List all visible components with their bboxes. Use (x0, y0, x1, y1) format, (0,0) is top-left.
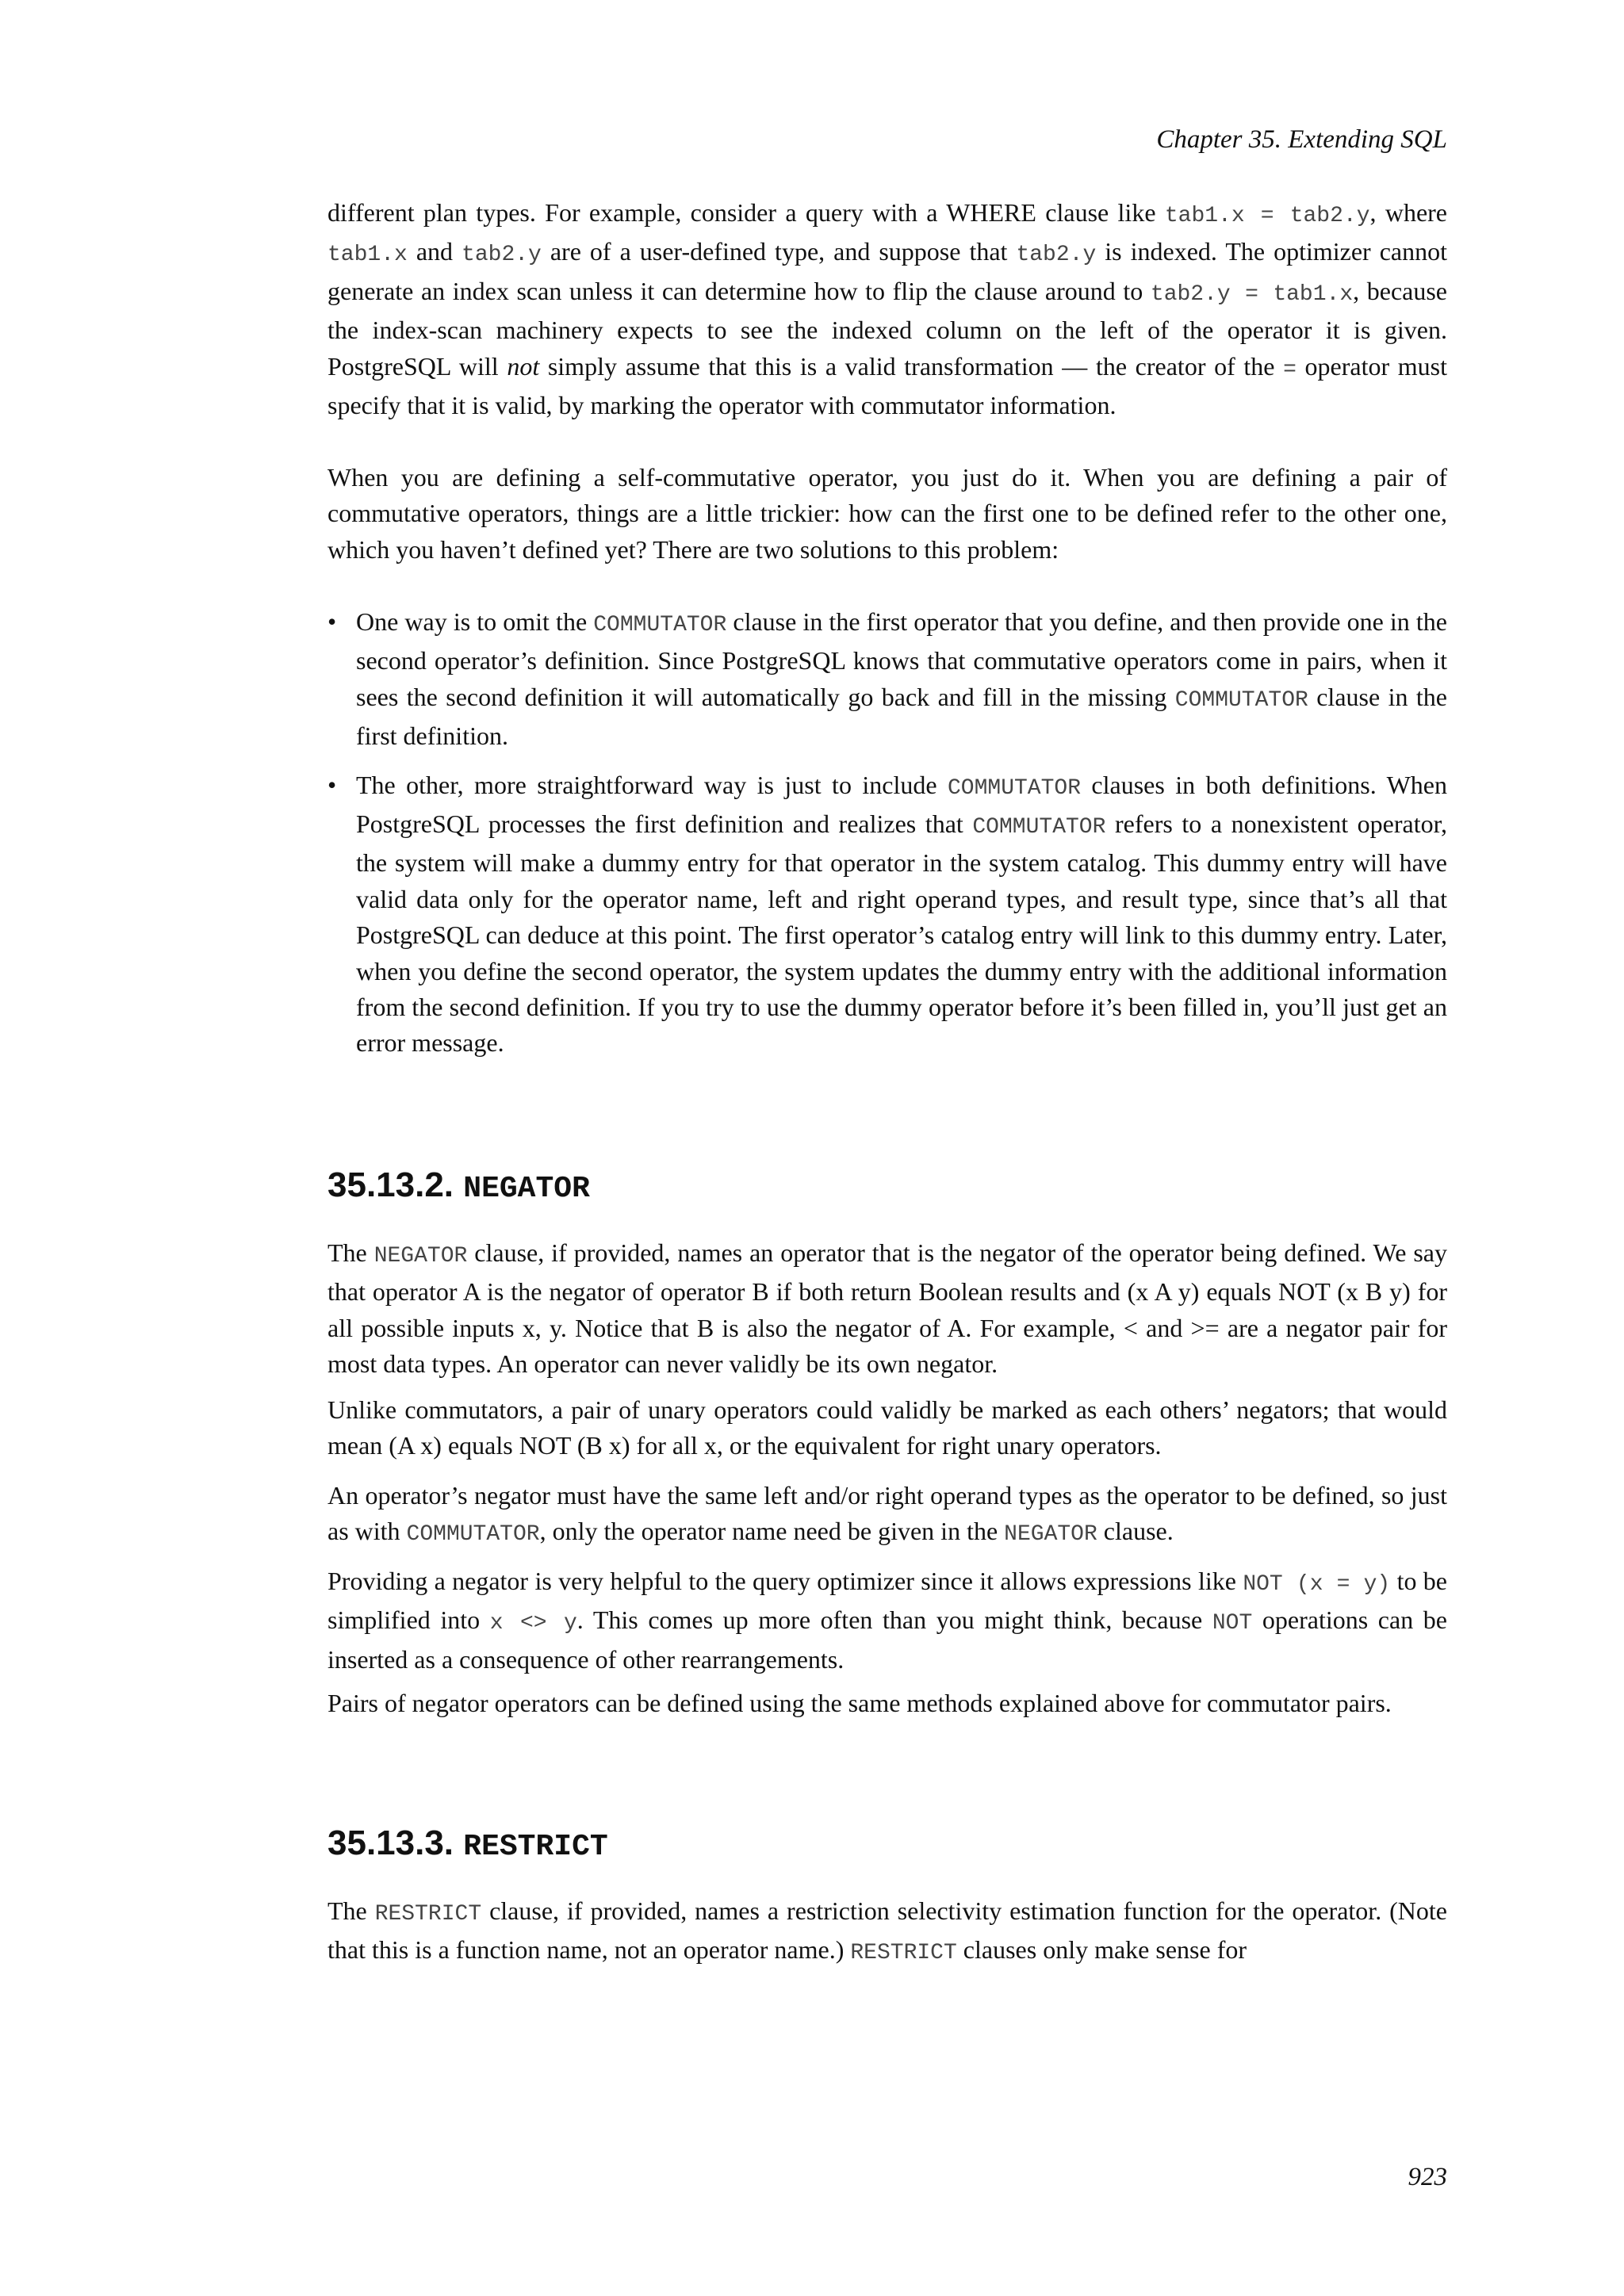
paragraph-restrict-definition (327, 1893, 1447, 1972)
text-run: , only the operator name need be given in the (539, 1517, 1005, 1546)
text-run: , where (1369, 198, 1448, 227)
code-literal: COMMUTATOR (406, 1522, 540, 1548)
code-literal: tab2.y (1016, 243, 1097, 268)
text-run: clause. (1097, 1517, 1174, 1546)
solutions-list (327, 604, 1447, 1062)
paragraph-negator-pairs: Pairs of negator operators can be defined using the same methods explained above for commutator pairs. (327, 1689, 1392, 1717)
page-number: 923 (1408, 2163, 1447, 2191)
code-literal: COMMUTATOR (1174, 687, 1308, 713)
section-heading-restrict (327, 1823, 1447, 1864)
text-run: One way is to omit the (356, 607, 594, 636)
code-literal: NEGATOR (1004, 1522, 1097, 1548)
paragraph-unary-negators: Unlike commutators, a pair of unary operators could validly be marked as each others’ negators; that would mean (A x) equals NOT (B x) for all x, or the equivalent for right unary operators. (327, 1395, 1447, 1460)
bullet-icon: • (327, 770, 337, 799)
code-literal: tab1.x (327, 243, 408, 268)
code-literal: NOT (1212, 1611, 1253, 1636)
text-run: , because the index-scan machinery expects to see the indexed column on the left of the operator it is given. PostgreSQL will (327, 276, 1448, 381)
code-literal: tab1.x = tab2.y (1164, 204, 1370, 228)
section-heading-negator (327, 1165, 1447, 1206)
text-run: clause, if provided, names an operator that is the negator of the operator being defined. We say that operator A is the negator of operator B if both return Boolean results and (x A y) equals NOT (x B y) for all possible inputs x, y. Notice that B is also the negator of A. For example, < and >= are a negator pair for most data types. An operator can never validly be its own negator. (327, 1238, 1448, 1379)
text-run: refers to a nonexistent operator, the system will make a dummy entry for that operator in the system catalog. This dummy entry will have valid data only for the operator name, left and right operand types, and result type, since that’s all that PostgreSQL can deduce at this point. The first operator’s catalog entry will link to this dummy entry. Later, when you define the second operator, the system updates the dummy entry with the additional information from the second definition. If you try to use the dummy operator before it’s been filled in, you’ll just get an error message. (356, 809, 1448, 1058)
text-run: . This comes up more often than you might think, because (576, 1605, 1212, 1635)
emphasis-text: not (507, 351, 540, 381)
text-run: Providing a negator is very helpful to the query optimizer since it allows expressions like (327, 1567, 1243, 1595)
code-literal: RESTRICT (374, 1902, 482, 1927)
text-run: clause, if provided, names a restriction selectivity estimation function for the operator. (Note that this is a function name, not an operator name.) (327, 1896, 1448, 1965)
code-literal: COMMUTATOR (972, 815, 1106, 840)
code-literal: RESTRICT (850, 1941, 957, 1966)
code-literal: tab2.y = tab1.x (1150, 281, 1354, 307)
text-run: clauses only make sense for (956, 1935, 1247, 1965)
text-run: clauses in both definitions. When PostgreSQL processes the first definition and realizes that (356, 770, 1448, 839)
text-run: An operator’s negator must have the same left and/or right operand types as the operator to be defined, so just as with (327, 1481, 1447, 1546)
text-run: is indexed. The optimizer cannot generate an index scan unless it can determine how to flip the clause around to (327, 237, 1448, 305)
code-literal: COMMUTATOR (947, 775, 1082, 801)
paragraph-plan-types (327, 195, 1447, 423)
text-run: The other, more straightforward way is just to include (356, 770, 948, 799)
text-run: simply assume that this is a valid transformation — the creator of the (539, 351, 1284, 381)
text-run: are of a user-defined type, and suppose that (541, 237, 1017, 266)
section-number: 35.13.3. (327, 1823, 464, 1862)
code-literal: NOT (x = y) (1243, 1572, 1391, 1597)
code-literal: COMMUTATOR (593, 613, 727, 637)
text-run: to be simplified into (327, 1567, 1448, 1635)
section-number: 35.13.2. (327, 1165, 464, 1204)
paragraph-operand-types (327, 1478, 1447, 1553)
running-header: Chapter 35. Extending SQL (1156, 125, 1447, 154)
text-run: different plan types. For example, consider a query with a WHERE clause like (327, 198, 1165, 227)
text-run: The (327, 1238, 374, 1267)
code-literal: tab2.y (462, 243, 542, 268)
bullet-icon: • (327, 607, 337, 636)
text-run: clause in the first operator that you define, and then provide one in the second operator’s definition. Since PostgreSQL knows that commutative operators come in pairs, when it sees the second definition it will automatically go back and fill in the missing (356, 607, 1448, 711)
list-item (327, 767, 1447, 1062)
text-run: and (407, 237, 462, 266)
text-run: operator must specify that it is valid, by marking the operator with commutator information. (327, 351, 1448, 420)
paragraph-optimizer (327, 1563, 1447, 1678)
code-literal: NEGATOR (373, 1244, 468, 1269)
section-keyword: NEGATOR (463, 1172, 590, 1206)
paragraph-negator-definition (327, 1235, 1447, 1383)
text-run: clause in the first definition. (356, 682, 1448, 751)
code-literal: = (1283, 357, 1297, 382)
code-literal: x <> y (489, 1611, 577, 1636)
section-keyword: RESTRICT (463, 1830, 608, 1864)
list-item (327, 604, 1447, 755)
paragraph-self-commutative: When you are defining a self-commutative operator, you just do it. When you are defining a pair of commutative operators, things are a little trickier: how can the first one to be defined refer to the other one, which you haven’t defined yet? There are two solutions to this problem: (327, 463, 1447, 564)
text-run: The (327, 1896, 375, 1925)
text-run: operations can be inserted as a consequence of other rearrangements. (327, 1605, 1448, 1674)
